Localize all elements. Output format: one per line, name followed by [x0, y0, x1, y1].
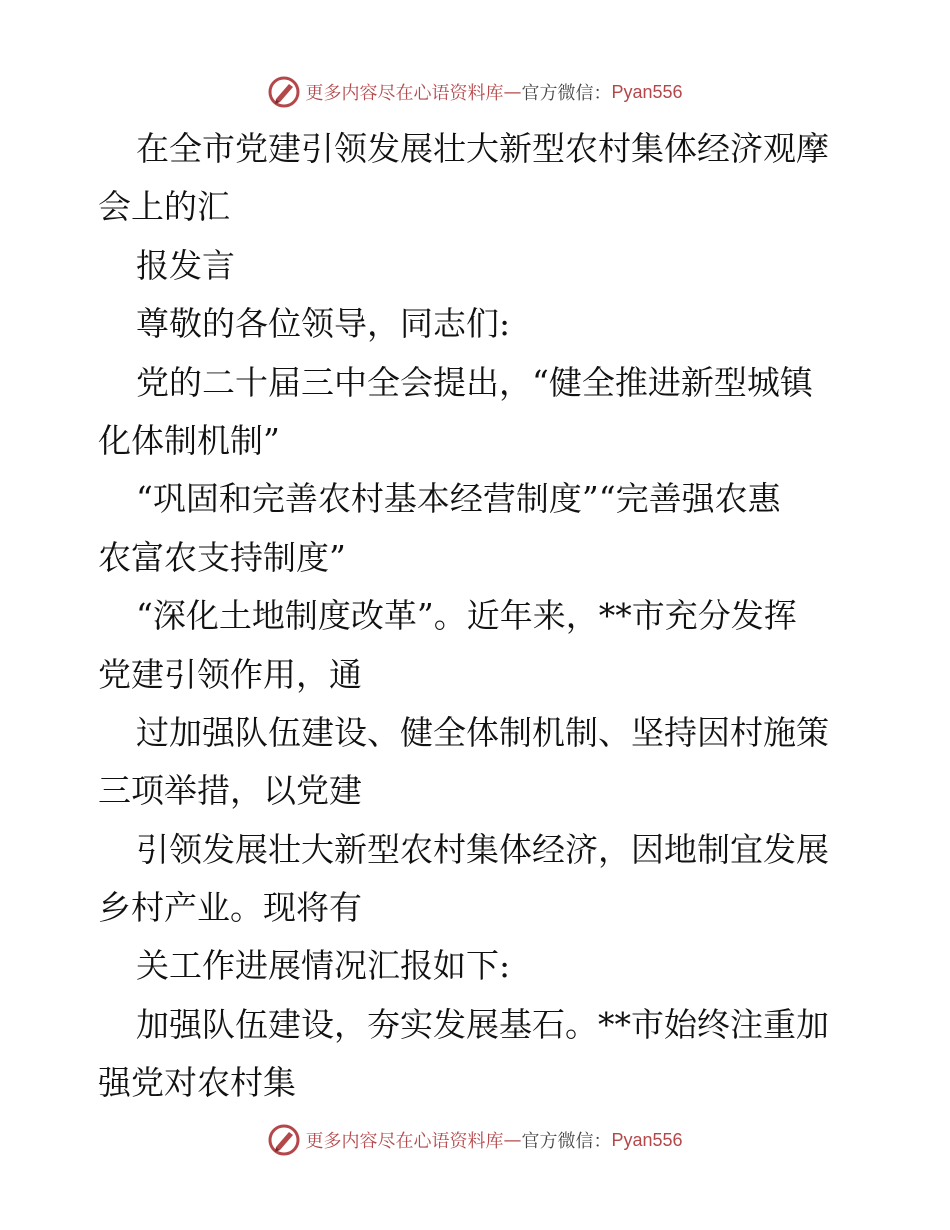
- text-line: 党的二十届三中全会提出，“健全推进新型城镇: [136, 362, 813, 402]
- text-line: 引领发展壮大新型农村集体经济，因地制宜发展: [136, 829, 829, 869]
- watermark-site-text: 更多内容尽在心语资料库: [305, 83, 504, 104]
- watermark-banner-bottom: [0, 1120, 950, 1160]
- watermark-banner-top: [0, 72, 950, 112]
- text-line: 农富农支持制度”: [98, 537, 346, 577]
- text-line: 强党对农村集: [98, 1063, 296, 1103]
- pen-seal-logo-icon: [267, 75, 301, 109]
- watermark-wechat-id: Pyan556: [611, 81, 683, 102]
- text-line: “巩固和完善农村基本经营制度”“完善强农惠: [136, 479, 781, 519]
- watermark-wechat-id: Pyan556: [611, 1129, 683, 1150]
- text-line: “深化土地制度改革”。近年来，**市充分发挥: [136, 596, 797, 636]
- watermark-dash: —: [503, 1129, 522, 1151]
- text-line: 报发言: [136, 245, 235, 285]
- document-body: [98, 120, 858, 1113]
- text-line: 三项举措，以党建: [98, 771, 362, 811]
- pen-seal-logo-icon: [267, 1123, 301, 1157]
- text-line: 关工作进展情况汇报如下:: [136, 946, 511, 986]
- text-line: 乡村产业。现将有: [98, 888, 362, 928]
- text-line: 化体制机制”: [98, 420, 280, 460]
- text-line: 在全市党建引领发展壮大新型农村集体经济观摩: [136, 129, 829, 168]
- watermark-site-text: 更多内容尽在心语资料库: [305, 1131, 504, 1152]
- text-line: 过加强队伍建设、健全体制机制、坚持因村施策: [136, 712, 829, 752]
- text-line: 尊敬的各位领导，同志们:: [136, 304, 511, 344]
- text-line: 会上的汇: [98, 187, 230, 227]
- watermark-dash: —: [503, 81, 522, 103]
- text-line: 党建引领作用，通: [98, 654, 362, 694]
- watermark-label: 官方微信：: [521, 1131, 612, 1152]
- text-line: 加强队伍建设，夯实发展基石。**市始终注重加: [136, 1004, 829, 1044]
- watermark-label: 官方微信：: [521, 83, 612, 104]
